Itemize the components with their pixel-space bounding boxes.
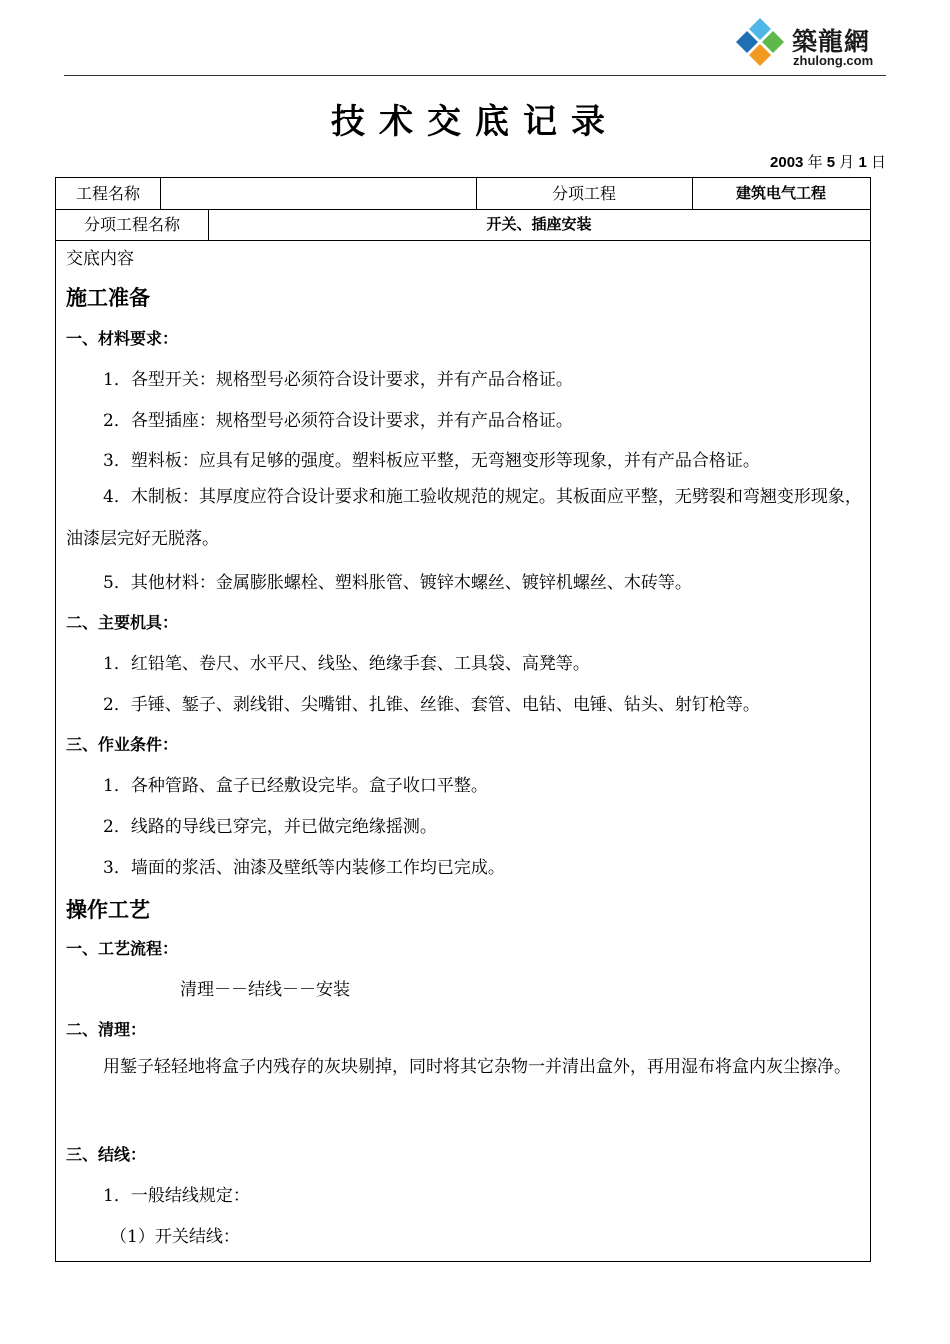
record-form bbox=[55, 177, 871, 1262]
list-item: 3．塑料板：应具有足够的强度。塑料板应平整，无弯翘变形等现象，并有产品合格证。 bbox=[103, 451, 760, 471]
list-item: 1．各型开关：规格型号必须符合设计要求，并有产品合格证。 bbox=[103, 370, 573, 390]
date-day-unit: 日 bbox=[870, 154, 886, 171]
list-item: （1）开关结线： bbox=[110, 1227, 240, 1247]
list-item: 2．各型插座：规格型号必须符合设计要求，并有产品合格证。 bbox=[103, 411, 573, 431]
subheading-materials: 一、材料要求： bbox=[66, 329, 179, 348]
sub-project-name-value: 开关、插座安装 bbox=[486, 215, 592, 233]
document-date bbox=[770, 151, 886, 172]
form-row-subproject bbox=[56, 209, 870, 241]
list-item: 1．红铅笔、卷尺、水平尺、线坠、绝缘手套、工具袋、高凳等。 bbox=[103, 654, 590, 674]
content-heading: 交底内容 bbox=[66, 249, 134, 269]
list-item: 1．一般结线规定： bbox=[103, 1186, 250, 1206]
section-heading-process: 操作工艺 bbox=[66, 898, 150, 922]
date-year: 2003 bbox=[770, 154, 804, 171]
date-day: 1 bbox=[858, 154, 867, 171]
subheading-flow: 一、工艺流程： bbox=[66, 939, 179, 958]
project-name-label: 工程名称 bbox=[75, 184, 140, 203]
list-item: 4．木制板：其厚度应符合设计要求和施工验收规范的规定。其板面应平整，无劈裂和弯翘变形现象，油漆层完好无脱落。 bbox=[66, 487, 862, 549]
logo-domain: zhulong.com bbox=[793, 53, 874, 68]
logo-chinese-name: 築龍網 bbox=[792, 27, 871, 56]
date-month-unit: 月 bbox=[839, 154, 855, 171]
subheading-tools: 二、主要机具： bbox=[66, 613, 179, 632]
process-flow: 清理－－结线－－安装 bbox=[180, 980, 350, 1000]
page-title: 技术交底记录 bbox=[331, 102, 619, 142]
list-item: 2．线路的导线已穿完，并已做完绝缘摇测。 bbox=[103, 817, 437, 837]
sub-project-name-label: 分项工程名称 bbox=[83, 215, 180, 234]
clean-description: 用錾子轻轻地将盒子内残存的灰块剔掉，同时将其它杂物一并清出盒外，再用湿布将盒内灰尘擦净。 bbox=[103, 1057, 851, 1077]
subheading-clean: 二、清理： bbox=[66, 1020, 147, 1039]
section-heading-preparation: 施工准备 bbox=[66, 286, 150, 310]
list-item: 2．手锤、錾子、剥线钳、尖嘴钳、扎锥、丝锥、套管、电钻、电锤、钻头、射钉枪等。 bbox=[103, 695, 760, 715]
form-row-project bbox=[56, 178, 870, 210]
list-item: 3．墙面的浆活、油漆及壁纸等内装修工作均已完成。 bbox=[103, 858, 505, 878]
date-year-unit: 年 bbox=[807, 154, 823, 171]
list-item: 5．其他材料：金属膨胀螺栓、塑料胀管、镀锌木螺丝、镀锌机螺丝、木砖等。 bbox=[103, 573, 692, 593]
site-logo bbox=[731, 12, 891, 72]
subheading-conditions: 三、作业条件： bbox=[66, 735, 179, 754]
sub-project-label: 分项工程 bbox=[551, 184, 616, 203]
date-month: 5 bbox=[826, 154, 836, 171]
subheading-wiring: 三、结线： bbox=[66, 1145, 147, 1164]
sub-project-value: 建筑电气工程 bbox=[735, 184, 826, 202]
logo-cube-icon bbox=[731, 16, 789, 74]
project-name-value[interactable] bbox=[160, 178, 476, 209]
list-item: 1．各种管路、盒子已经敷设完毕。盒子收口平整。 bbox=[103, 776, 488, 796]
header-divider bbox=[64, 75, 886, 76]
